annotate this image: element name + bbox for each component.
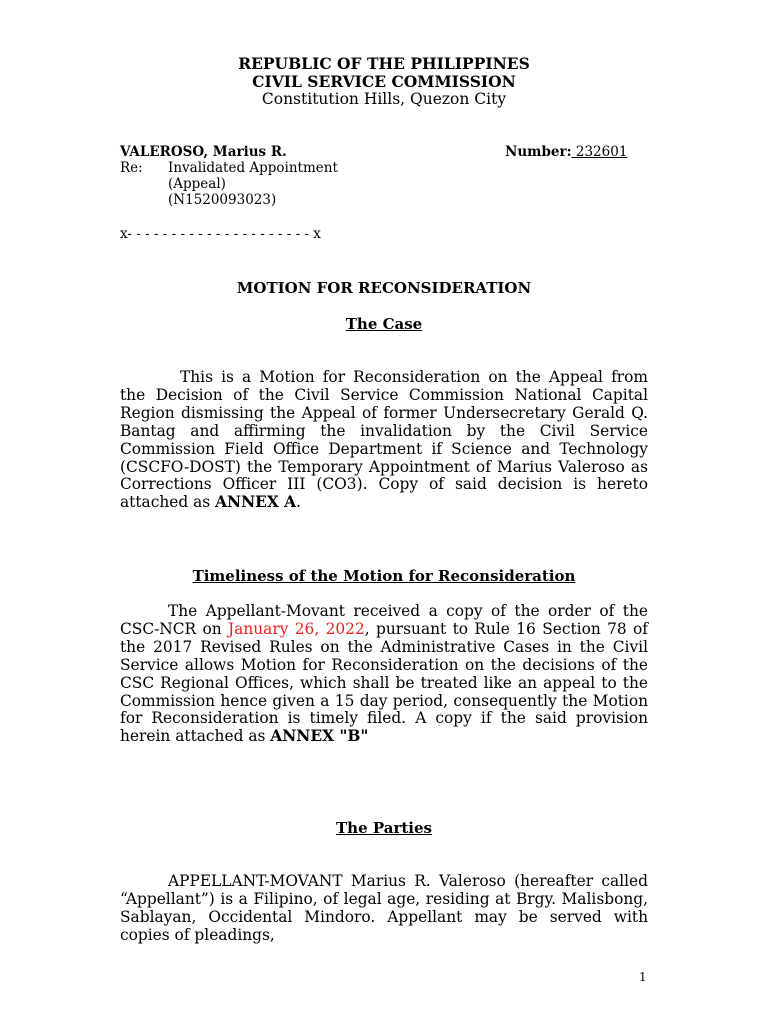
paragraph-parties — [120, 873, 648, 945]
document-title: MOTION FOR RECONSIDERATION — [236, 279, 532, 297]
page-number: 1 — [639, 970, 647, 984]
timeliness-pre: The Appellant-Movant received a copy of the order of the CSC-NCR on — [120, 602, 648, 638]
caption-re-label: Re: — [120, 160, 143, 176]
section-heading-timeliness: Timeliness of the Motion for Reconsideration — [192, 567, 576, 585]
header-commission: CIVIL SERVICE COMMISSION — [252, 72, 516, 91]
caption-re-line1: Invalidated Appointment — [168, 160, 338, 176]
section-heading-parties: The Parties — [336, 819, 432, 837]
caption-number-label: Number: — [505, 144, 572, 160]
case-text: This is a Motion for Reconsideration on the Appeal from the Decision of the Civil Service Commission National Capital Region dismissing the Appeal of former Undersecretary Gerald Q. Bantag and affirming the invalidation by the Civil Service Commission Field Office Department if Science and Technology (CSCFO-DOST) the Temporary Appointment of Marius Valeroso as Corrections Officer III (CO3). Copy of said decision is hereto attached as — [120, 368, 648, 512]
caption-number — [505, 144, 627, 160]
caption-number-value: 232601 — [571, 144, 628, 160]
timeliness-post: , pursuant to Rule 16 Section 78 of the 2017 Revised Rules on the Administrative Cases in the Civil Service allows Motion for Reconsideration on the decisions of the CSC Regional Offices, which shall be treated like an appeal to the Commission hence given a 15 day period, consequently the Motion for Reconsideration is timely filed. A copy if the said provision herein attached as — [120, 619, 648, 746]
header-republic: REPUBLIC OF THE PHILIPPINES — [238, 54, 530, 73]
paragraph-case — [120, 369, 648, 512]
timeliness-date: January 26, 2022 — [228, 619, 365, 638]
caption-re-line3: (N1520093023) — [168, 192, 277, 208]
caption-re-line2: (Appeal) — [168, 176, 226, 192]
header-address: Constitution Hills, Quezon City — [261, 90, 507, 108]
caption-separator: x- - - - - - - - - - - - - - - - - - - - - x — [120, 226, 321, 242]
parties-text: APPELLANT-MOVANT Marius R. Valeroso (hereafter called “Appellant”) is a Filipino, of legal age, residing at Brgy. Malisbong, Sablayan, Occidental Mindoro. Appellant may be served with copies of pleadings, — [120, 872, 648, 944]
case-annex: ANNEX A — [215, 493, 297, 512]
timeliness-annex: ANNEX "B" — [270, 727, 369, 746]
section-heading-case: The Case — [345, 315, 423, 333]
case-end: . — [296, 493, 302, 512]
paragraph-timeliness — [120, 603, 648, 746]
caption-party: VALEROSO, Marius R. — [120, 144, 287, 160]
